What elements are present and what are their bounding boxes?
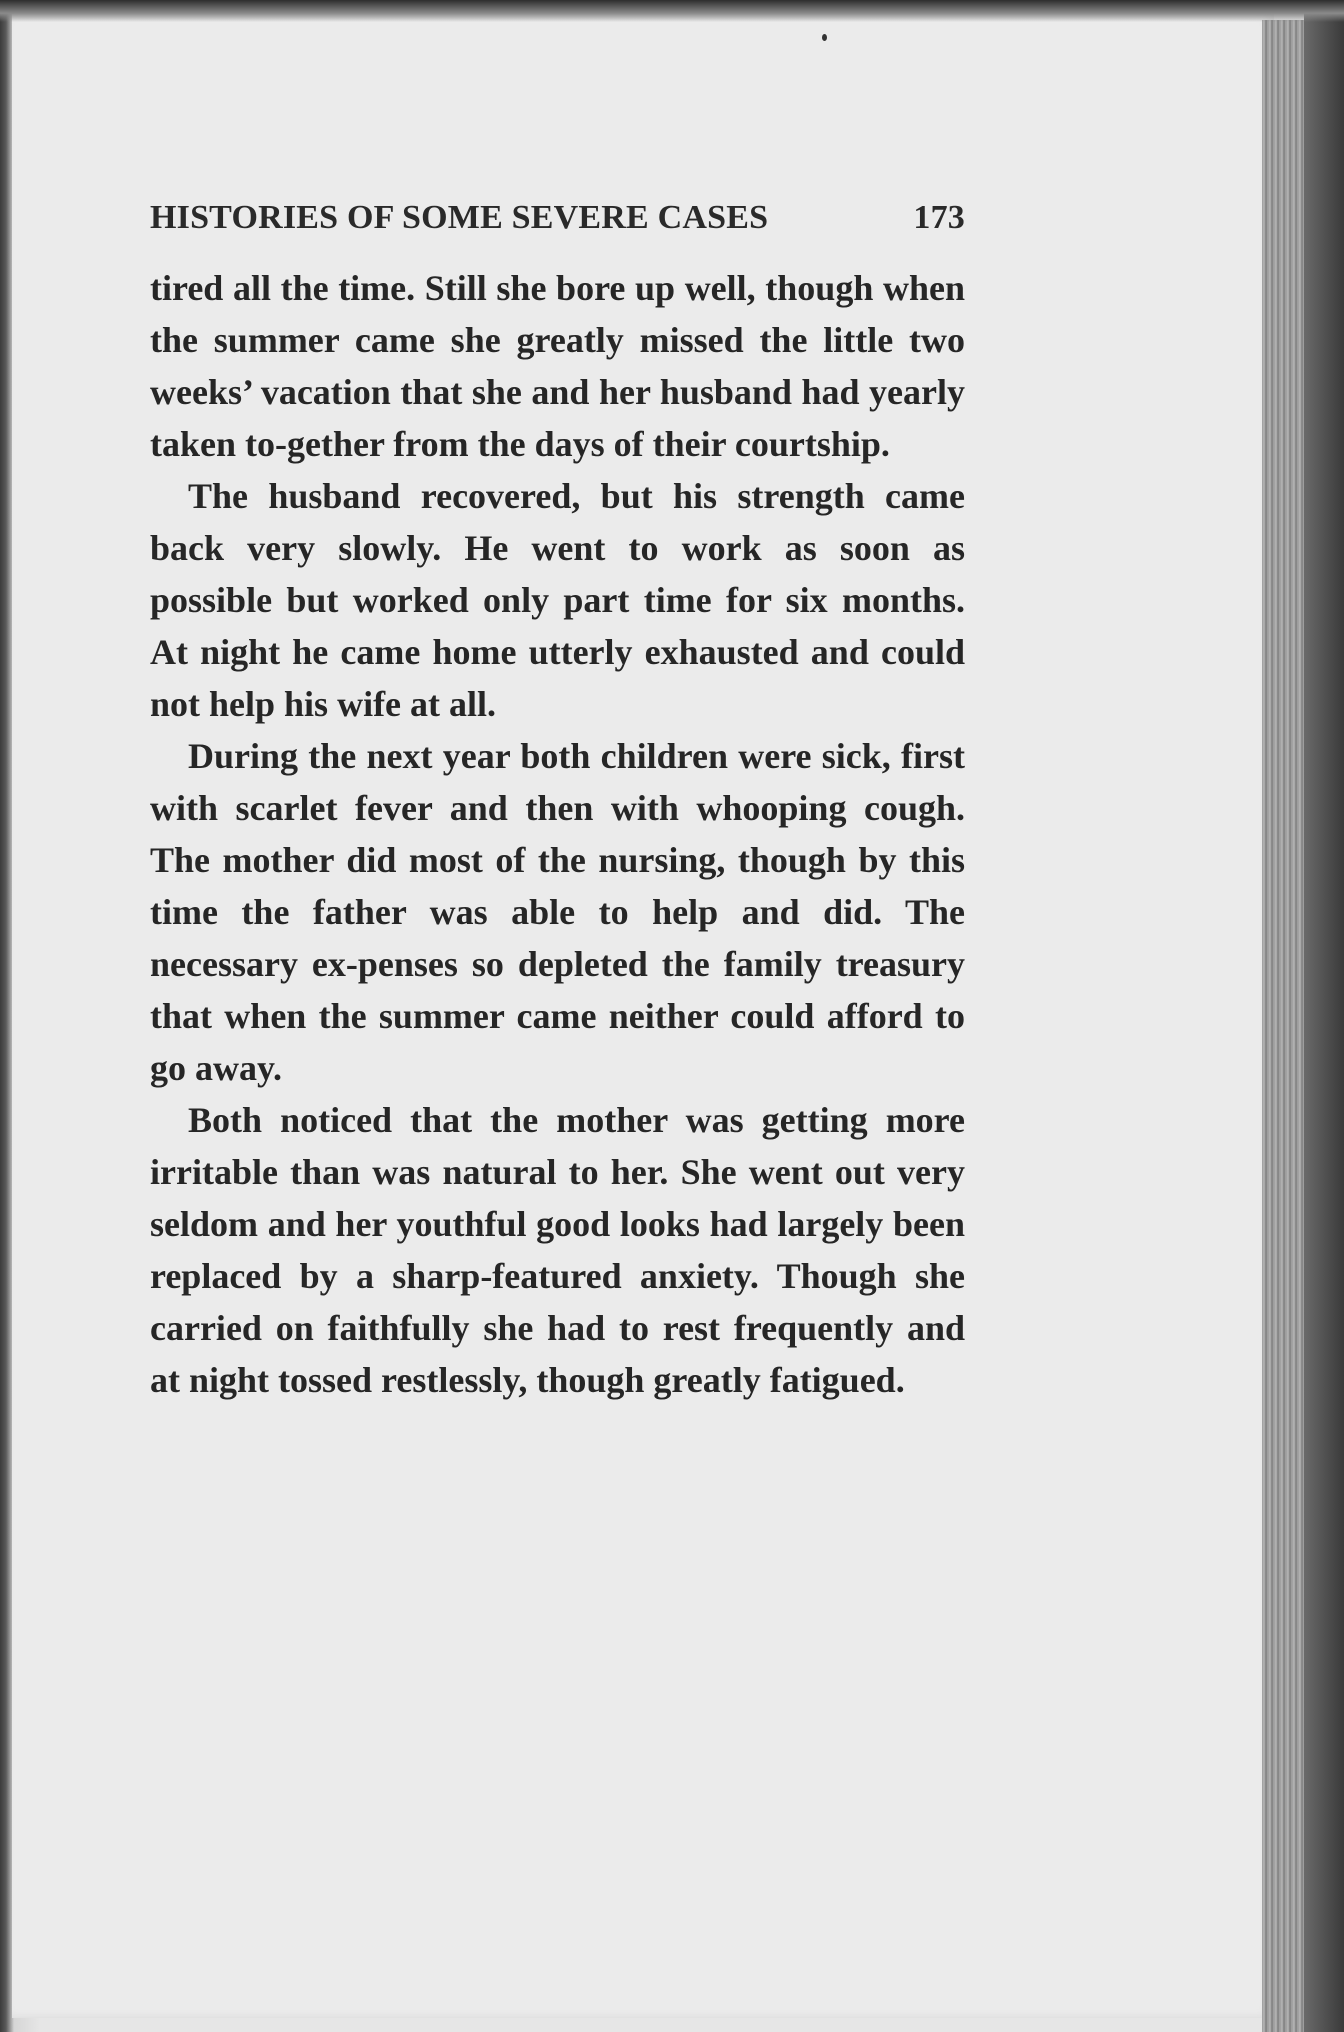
paragraph-2: The husband recovered, but his strength came back very slowly. He went to work as soon as possible but worked only part time for six months. At night he came home utterly exhausted and could not help his wife at all.: [150, 476, 965, 724]
body-text: [150, 262, 965, 1406]
running-head-title: HISTORIES OF SOME SEVERE CASES: [150, 199, 769, 236]
ink-speck: [822, 34, 827, 41]
running-head: [150, 196, 965, 240]
paragraph-3: During the next year both children were sick, first with scarlet fever and then with whooping cough. The mother did most of the nursing, though by this time the father was able to help and did. The necessary ex-penses so depleted the family treasury that when the summer came neither could afford to go away.: [150, 736, 965, 1088]
paragraph-1: tired all the time. Still she bore up well, though when the summer came she greatly missed the little two weeks’ vacation that she and her husband had yearly taken to-gether from the days of their courtship.: [150, 268, 965, 464]
page-number: 173: [913, 199, 965, 236]
top-shadow: [0, 0, 1344, 22]
book-spine-edge: [1304, 0, 1344, 2032]
paragraph-4: Both noticed that the mother was getting more irritable than was natural to her. She went out very seldom and her youthful good looks had largely been replaced by a sharp-featured anxiety. Though she carried on faithfully she had to rest frequently and at night tossed restlessly, though greatly fatigued.: [150, 1100, 965, 1400]
